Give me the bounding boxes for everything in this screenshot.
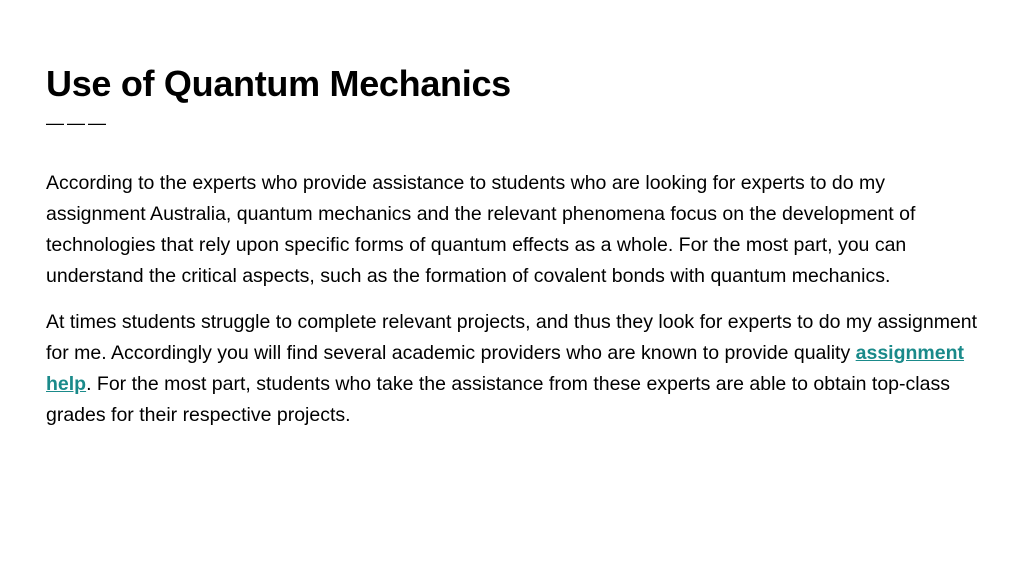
paragraph-2-text-before: At times students struggle to complete relevant projects, and thus they look for experts to do my assignment for me. Accordingly you will find several academic providers who are known to provide quality (46, 311, 978, 364)
paragraph-2-text-after: . For the most part, students who take the assistance from these experts are able to obtain top-class grades for their respective projects. (46, 373, 950, 426)
slide-title: Use of Quantum Mechanics (46, 63, 511, 104)
paragraph-2 (46, 307, 981, 431)
title-divider: ——— (46, 113, 109, 133)
slide-body (46, 168, 981, 431)
paragraph-1: According to the experts who provide assistance to students who are looking for experts to do my assignment Australia, quantum mechanics and the relevant phenomena focus on the development of technologies that rely upon specific forms of quantum effects as a whole. For the most part, you can understand the critical aspects, such as the formation of covalent bonds with quantum mechanics. (46, 172, 916, 287)
assignment-help-link[interactable]: assignment help (46, 342, 965, 395)
